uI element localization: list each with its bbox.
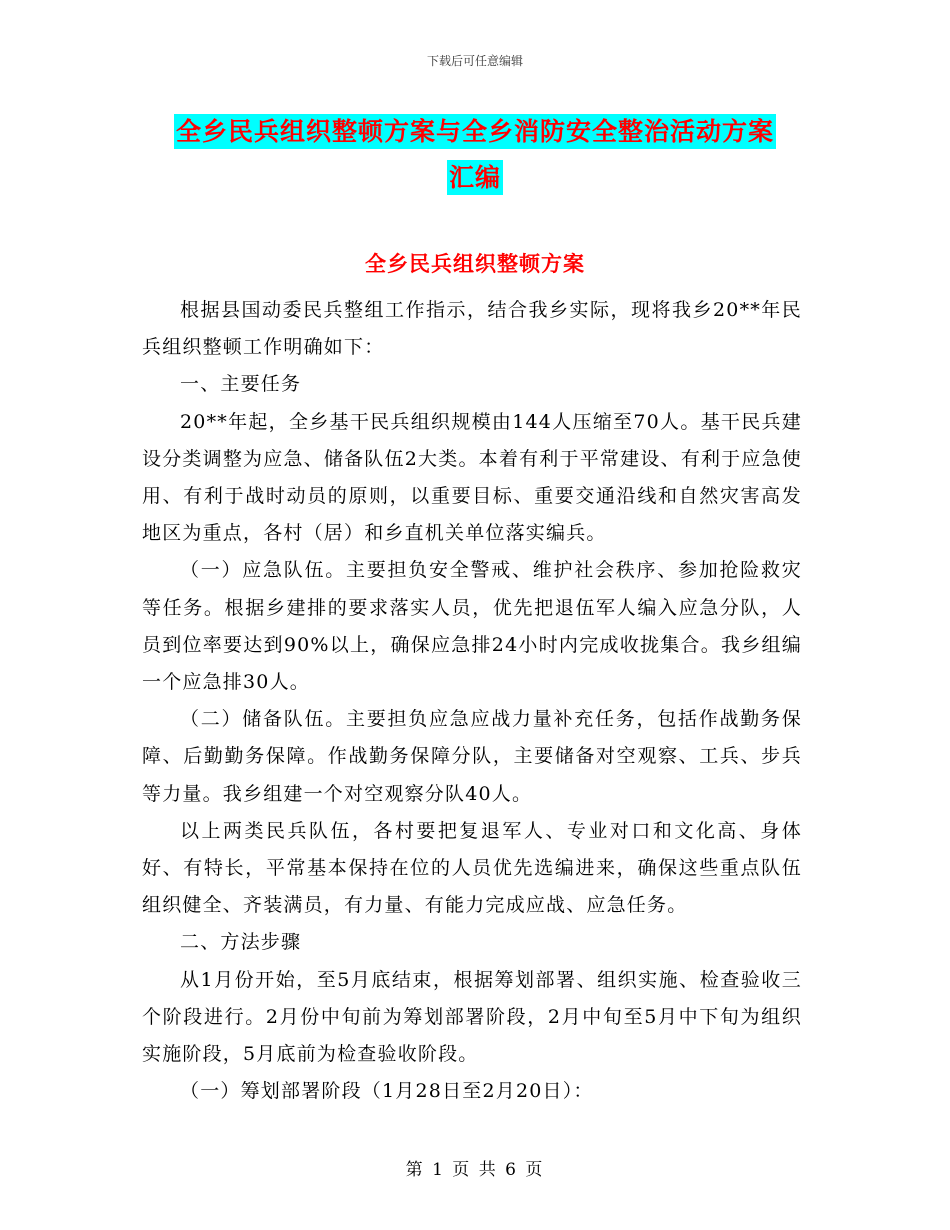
paragraph-intro: 根据县国动委民兵整组工作指示，结合我乡实际，现将我乡20**年民兵组织整顿工作明确如下： <box>142 299 802 359</box>
paragraph-schedule: 从1月份开始，至5月底结束，根据筹划部署、组织实施、检查验收三个阶段进行。2月份中旬前为筹划部署阶段，2月中旬至5月中下旬为组织实施阶段，5月底前为检查验收阶段。 <box>142 968 802 1066</box>
heading-main-tasks: 一、主要任务 <box>180 373 302 396</box>
paragraph-emergency-team: （一）应急队伍。主要担负安全警戒、维护社会秩序、参加抢险救灾等任务。根据乡建排的要求落实人员，优先把退伍军人编入应急分队，人员到位率要达到90%以上，确保应急排24小时内完成收拢集合。我乡组编一个应急排30人。 <box>142 559 802 694</box>
paragraph-tasks: 20**年起，全乡基干民兵组织规模由144人压缩至70人。基干民兵建设分类调整为应急、储备队伍2大类。本着有利于平常建设、有利于应急使用、有利于战时动员的原则，以重要目标、重要交通沿线和自然灾害高发地区为重点，各村（居）和乡直机关单位落实编兵。 <box>142 410 802 545</box>
paragraph-phase-one: （一）筹划部署阶段（1月28日至2月20日）： <box>180 1080 594 1103</box>
document-body <box>142 292 802 1110</box>
document-title-text-2: 汇编 <box>447 160 503 195</box>
document-title-text-1: 全乡民兵组织整顿方案与全乡消防安全整治活动方案 <box>174 114 776 149</box>
paragraph-reserve-team: （二）储备队伍。主要担负应急应战力量补充任务，包括作战勤务保障、后勤勤务保障。作战勤务保障分队，主要储备对空观察、工兵、步兵等力量。我乡组建一个对空观察分队40人。 <box>142 708 802 805</box>
document-title-line-2 <box>0 158 950 194</box>
paragraph-selection: 以上两类民兵队伍，各村要把复退军人、专业对口和文化高、身体好、有特长，平常基本保持在位的人员优先选编进来，确保这些重点队伍组织健全、齐装满员，有力量、有能力完成应战、应急任务。 <box>142 819 802 917</box>
header-note: 下载后可任意编辑 <box>426 54 523 68</box>
section-title: 全乡民兵组织整顿方案 <box>365 252 585 276</box>
heading-methods: 二、方法步骤 <box>180 931 302 954</box>
page-footer: 第 1 页 共 6 页 <box>405 1160 545 1180</box>
document-title-line-1 <box>0 112 950 148</box>
